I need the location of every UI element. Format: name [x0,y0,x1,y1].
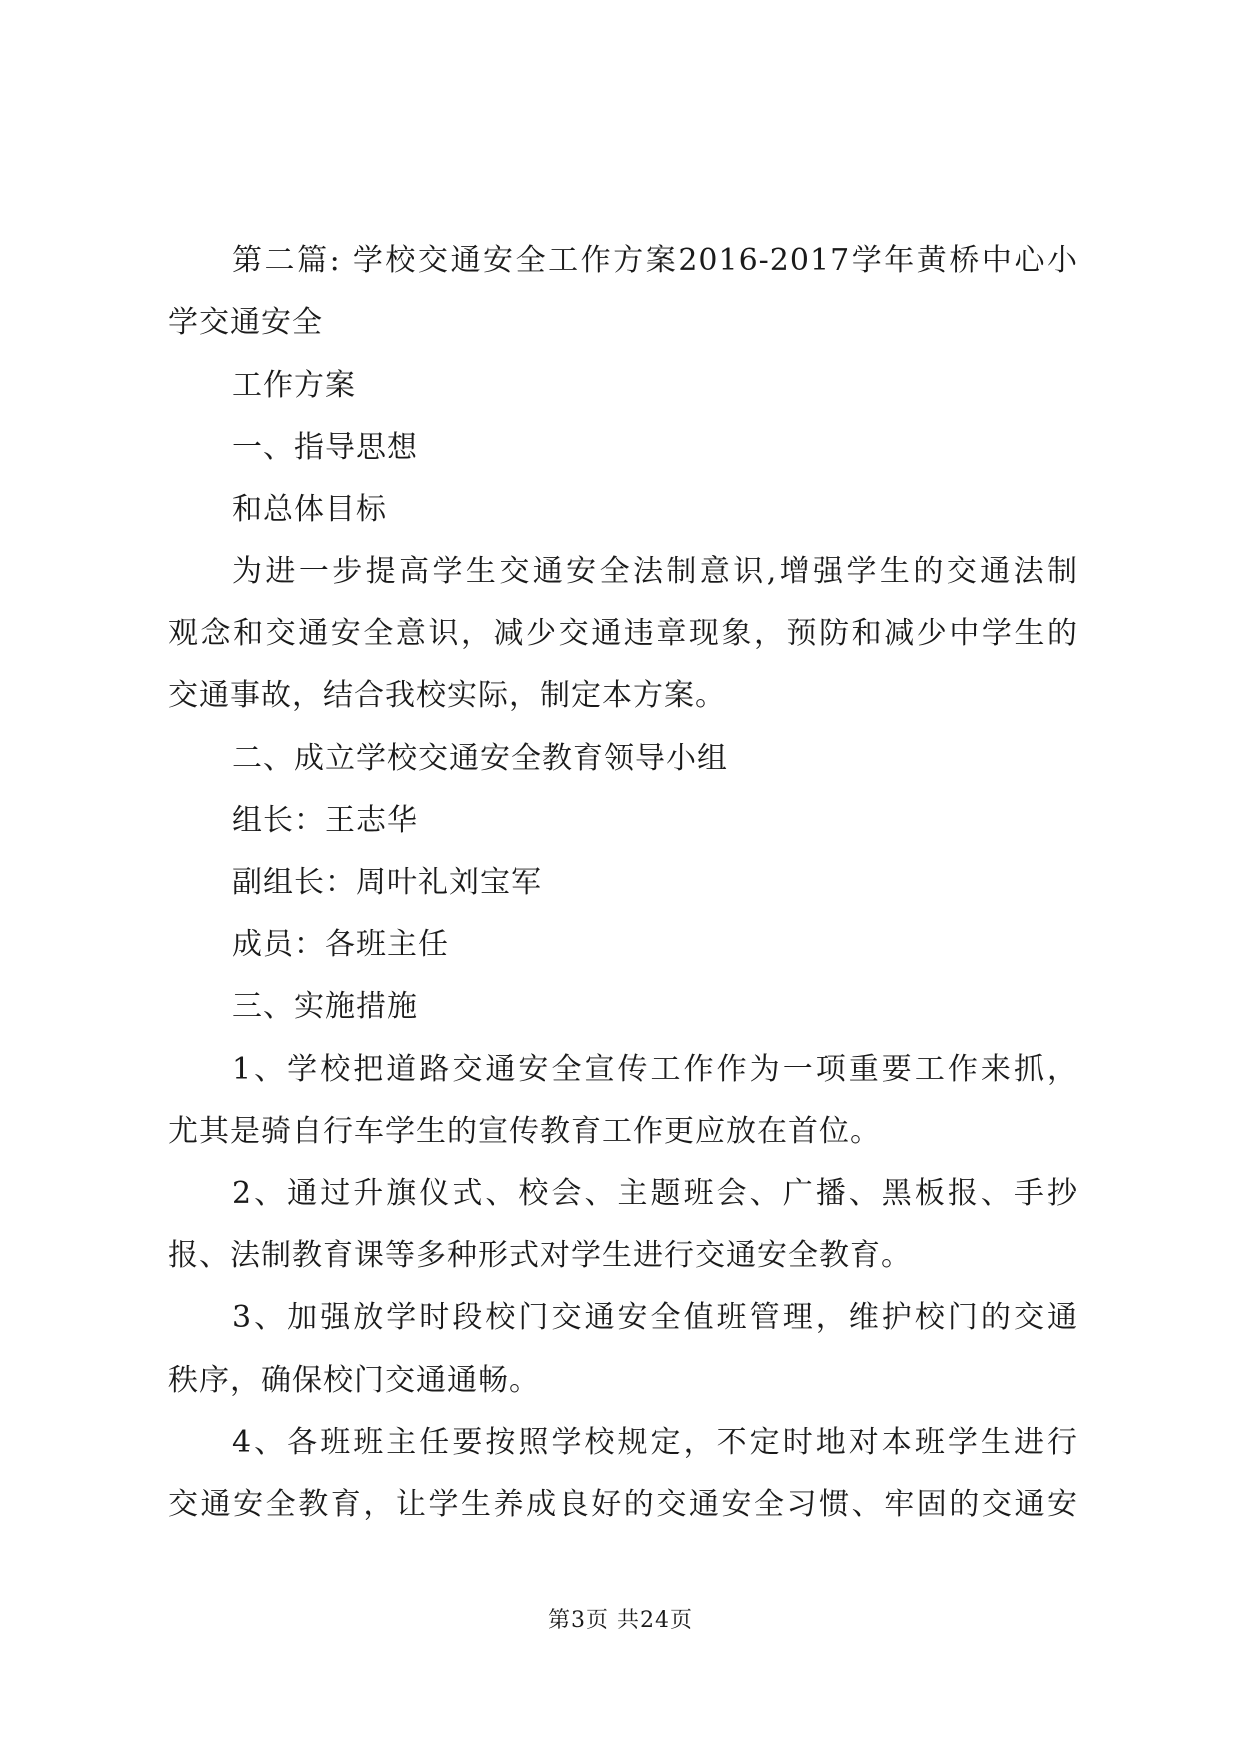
deputy-leader-line: 副组长：周叶礼刘宝军 [232,865,542,900]
measure-1-line-1: 1、学校把道路交通安全宣传工作作为一项重要工作来抓， [232,1052,1078,1087]
members-line: 成员：各班主任 [232,927,449,962]
paragraph-line: 观念和交通安全意识，减少交通违章现象，预防和减少中学生的 [168,616,1078,651]
paragraph-line: 为进一步提高学生交通安全法制意识,增强学生的交通法制 [232,554,1078,589]
section-heading-2: 二、成立学校交通安全教育领导小组 [232,741,728,776]
measure-1-line-2: 尤其是骑自行车学生的宣传教育工作更应放在首位。 [168,1114,881,1149]
measure-2-line-2: 报、法制教育课等多种形式对学生进行交通安全教育。 [168,1238,912,1273]
section-heading-1: 一、指导思想 [232,430,418,465]
paragraph-line: 交通事故，结合我校实际，制定本方案。 [168,678,726,713]
measure-4-line-1: 4、各班班主任要按照学校规定，不定时地对本班学生进行 [232,1425,1078,1460]
section-heading-1-cont: 和总体目标 [232,492,387,527]
leader-line: 组长：王志华 [232,803,418,838]
heading-line-2: 学交通安全 [168,305,323,340]
measure-4-line-2: 交通安全教育，让学生养成良好的交通安全习惯、牢固的交通安 [168,1487,1078,1522]
measure-3-line-2: 秩序，确保校门交通通畅。 [168,1363,540,1398]
section-heading-3: 三、实施措施 [232,989,418,1024]
subheading-line: 工作方案 [232,368,356,403]
heading-line-1: 第二篇: 学校交通安全工作方案2016-2017学年黄桥中心小 [232,243,1078,278]
page-number-footer: 第3页 共24页 [548,1608,693,1633]
measure-3-line-1: 3、加强放学时段校门交通安全值班管理，维护校门的交通 [232,1300,1078,1335]
measure-2-line-1: 2、通过升旗仪式、校会、主题班会、广播、黑板报、手抄 [232,1176,1078,1211]
